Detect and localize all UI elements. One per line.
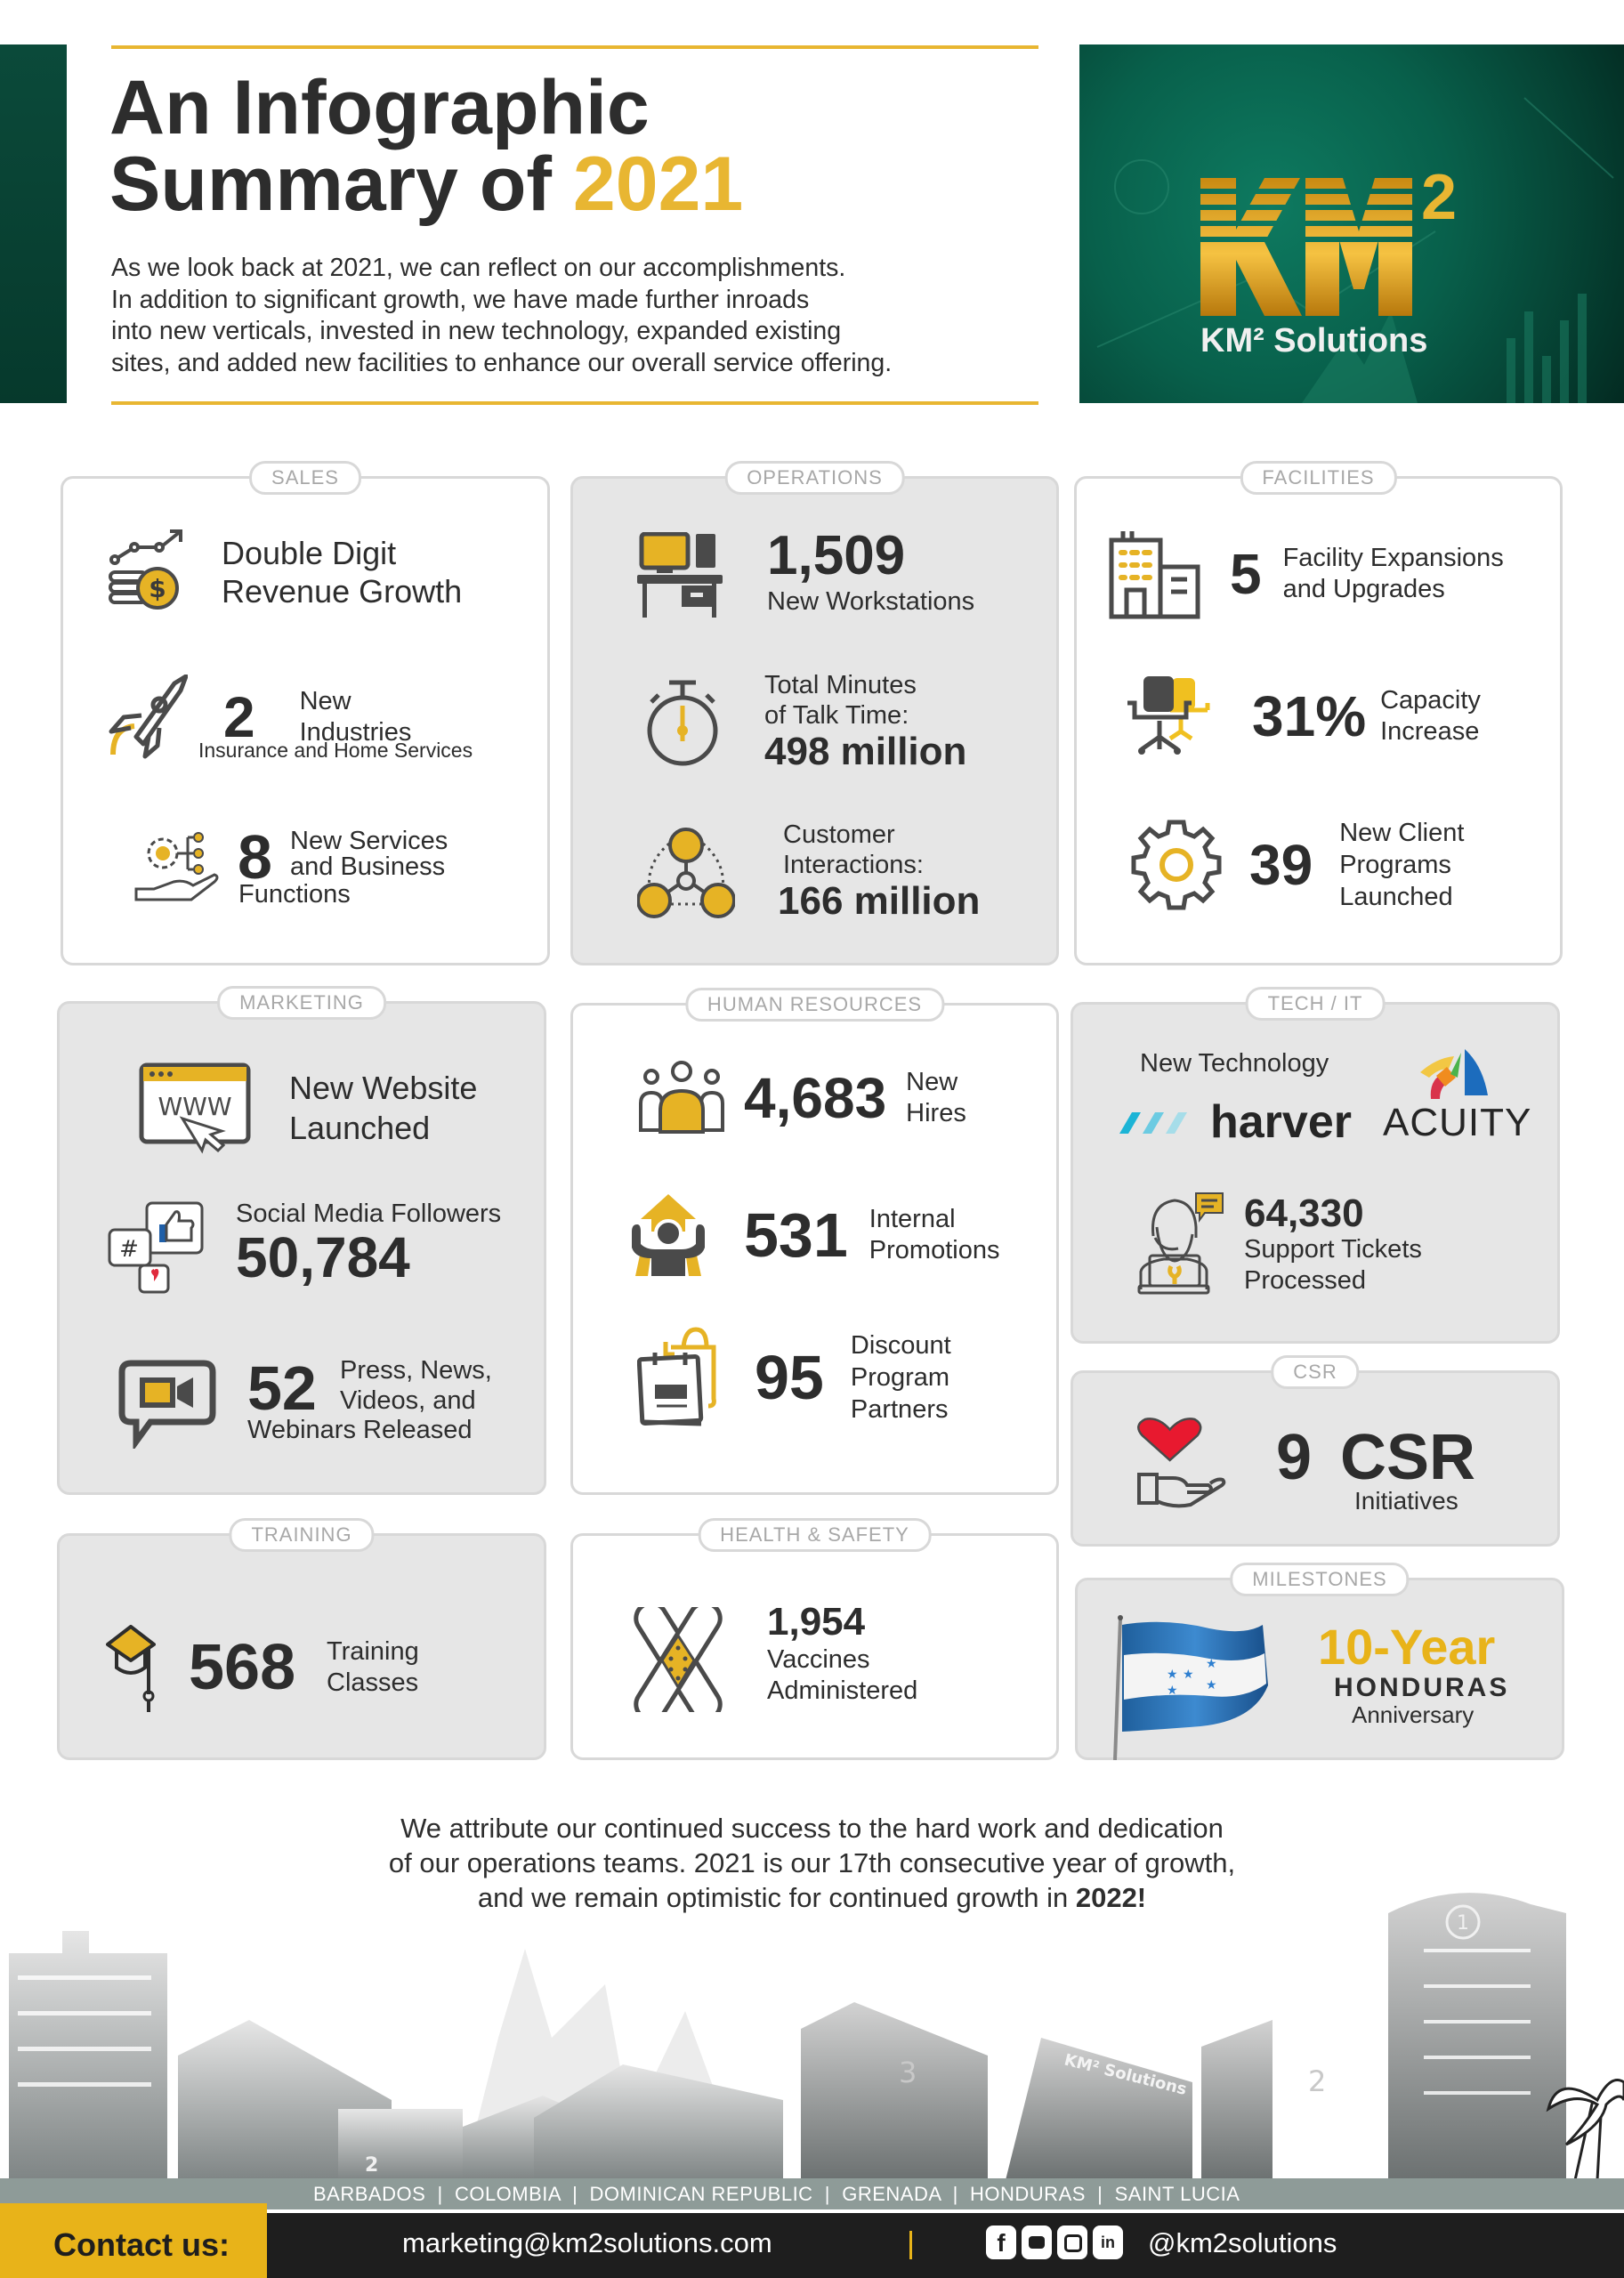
csr-sub: Initiatives — [1354, 1487, 1458, 1515]
interactions-text — [783, 820, 924, 880]
marketing-card — [57, 991, 546, 1495]
building-icon — [1109, 528, 1201, 620]
team-icon — [637, 1061, 726, 1135]
support-agent-icon — [1137, 1192, 1226, 1298]
talk-time-text — [764, 670, 917, 731]
discount-calendar-icon — [637, 1326, 723, 1429]
capacity-value: 31% — [1252, 684, 1367, 748]
marketing-item-social — [108, 1201, 206, 1305]
training-value: 568 — [189, 1632, 296, 1703]
skyline-illustration — [0, 1878, 1624, 2180]
buildings-right — [801, 1893, 1566, 2180]
logo-panel — [1079, 44, 1624, 403]
discount-text: Discount — [850, 1331, 951, 1360]
youtube-icon[interactable] — [1022, 2225, 1052, 2259]
tech-heading: New Technology — [1140, 1049, 1329, 1078]
title-line-2-text: Summary of — [109, 141, 573, 227]
milestones-card — [1075, 1568, 1564, 1760]
logo-superscript: 2 — [1421, 162, 1458, 233]
km-logo-mark-icon — [1200, 178, 1414, 320]
press-value: 52 — [247, 1353, 317, 1423]
services-text-line: New Services — [290, 827, 448, 855]
closing-statement — [0, 1811, 1624, 1915]
building-number: 3 — [899, 2056, 917, 2089]
promotions-value: 531 — [744, 1200, 848, 1270]
facilities-card — [1074, 466, 1563, 965]
header-top-divider — [111, 45, 1038, 49]
facilities-item-programs — [1130, 817, 1464, 913]
building-sign: KM² Solutions — [1062, 2050, 1189, 2099]
intro-line: As we look back at 2021, we can reflect on our accomplishments. — [111, 254, 846, 282]
tech-section-label: TECH / IT — [1246, 987, 1386, 1021]
page-title — [109, 65, 744, 227]
sales-card — [61, 466, 550, 965]
facilities-item-capacity — [1126, 676, 1481, 756]
interactions-line: Interactions: — [783, 851, 924, 879]
training-section-label: TRAINING — [229, 1518, 374, 1552]
talk-time-value: 498 million — [764, 730, 967, 773]
services-text — [290, 828, 448, 880]
promotions-text: Promotions — [869, 1236, 1000, 1264]
vaccines-text — [767, 1644, 917, 1707]
svg-text:★: ★ — [1167, 1668, 1178, 1682]
vaccines-text-line: Vaccines — [767, 1645, 870, 1674]
contact-email-link[interactable]: marketing@km2solutions.com — [402, 2227, 772, 2258]
interactions-line: Customer — [783, 820, 895, 849]
capacity-text: Increase — [1380, 717, 1480, 746]
intro-line: into new verticals, invested in new technology, expanded existing — [111, 317, 842, 345]
country-item: SAINT LUCIA — [1114, 2183, 1240, 2205]
tickets-text-line: Processed — [1244, 1266, 1367, 1295]
header-bottom-divider — [111, 401, 1038, 405]
press-text-line: Press, News, — [340, 1356, 492, 1385]
csr-title: CSR — [1340, 1422, 1476, 1493]
harver-logo-icon — [1119, 1107, 1191, 1137]
csr-value: 9 — [1276, 1422, 1313, 1493]
industries-value: 2 — [223, 684, 255, 749]
hr-item-discount — [637, 1326, 951, 1429]
sales-item-revenue — [108, 528, 462, 617]
programs-text: New Client — [1339, 819, 1465, 847]
hr-card — [570, 993, 1059, 1495]
operations-card — [570, 466, 1059, 965]
contact-label: Contact us: — [53, 2226, 230, 2263]
video-chat-icon — [118, 1360, 216, 1449]
interactions-value: 166 million — [778, 879, 981, 923]
revenue-growth-icon — [108, 528, 188, 617]
heart-hand-icon — [1137, 1412, 1230, 1512]
header-green-strip — [0, 44, 67, 403]
linkedin-icon[interactable]: in — [1093, 2225, 1123, 2259]
discount-text: Partners — [850, 1395, 949, 1424]
services-text-line: and Business — [290, 852, 446, 881]
honduras-flag-icon — [1111, 1614, 1289, 1760]
milestone-highlight: 10-Year — [1318, 1619, 1496, 1675]
office-chairs-icon — [1126, 676, 1215, 756]
tickets-value: 64,330 — [1244, 1192, 1364, 1235]
km2-logo — [1200, 162, 1458, 359]
marketing-item-website — [138, 1062, 477, 1154]
marketing-item-press — [118, 1360, 216, 1449]
contact-divider — [909, 2231, 912, 2259]
country-item: DOMINICAN REPUBLIC — [589, 2183, 813, 2205]
press-text — [340, 1355, 492, 1416]
tech-card — [1071, 992, 1560, 1344]
closing-line: We attribute our continued success to the hard work and dedication — [400, 1813, 1224, 1844]
industries-sub: Insurance and Home Services — [198, 739, 473, 762]
revenue-text: Double Digit — [222, 535, 397, 571]
hr-section-label: HUMAN RESOURCES — [685, 988, 944, 1022]
acuity-logo-text: ACUITY — [1383, 1101, 1532, 1144]
milestones-section-label: MILESTONES — [1230, 1563, 1409, 1596]
vaccines-text-line: Administered — [767, 1676, 918, 1705]
network-people-icon — [637, 828, 735, 918]
title-line-1: An Infographic — [109, 65, 650, 150]
social-text: Social Media Followers — [236, 1200, 502, 1228]
training-text — [327, 1636, 419, 1699]
revenue-text: Revenue Growth — [222, 573, 463, 610]
intro-paragraph — [111, 253, 1054, 379]
sales-section-label: SALES — [249, 461, 361, 495]
milestone-sub: Anniversary — [1352, 1701, 1475, 1728]
services-text-line: Functions — [238, 880, 351, 909]
operations-section-label: OPERATIONS — [724, 461, 905, 495]
press-text-line: Videos, and — [340, 1386, 476, 1415]
contact-label-block — [0, 2203, 267, 2278]
country-item: BARBADOS — [313, 2183, 426, 2205]
workstations-value: 1,509 — [767, 525, 906, 586]
marketing-section-label: MARKETING — [217, 986, 386, 1020]
logo-company-name: KM² Solutions — [1200, 322, 1428, 359]
graduation-cap-icon — [106, 1625, 156, 1714]
discount-text: Program — [850, 1363, 950, 1392]
csr-card — [1071, 1361, 1560, 1547]
programs-value: 39 — [1249, 833, 1313, 897]
website-text: Launched — [289, 1110, 431, 1146]
promotion-icon — [628, 1192, 708, 1278]
gear-icon — [1130, 819, 1223, 911]
ops-item-interactions — [637, 828, 735, 918]
svg-text:★: ★ — [1183, 1668, 1194, 1682]
hr-item-hires — [637, 1061, 966, 1135]
milestone-country: HONDURAS — [1334, 1673, 1510, 1702]
discount-value: 95 — [755, 1343, 824, 1412]
press-text-line: Webinars Released — [247, 1416, 473, 1444]
website-icon-text: WWW — [158, 1092, 232, 1121]
building-number: 2 — [365, 2154, 379, 2177]
building-number: 1 — [1457, 1912, 1469, 1935]
health-card — [570, 1523, 1059, 1760]
harver-logo-text: harver — [1210, 1096, 1352, 1148]
facebook-icon[interactable]: f — [986, 2225, 1016, 2259]
hires-text: New — [906, 1068, 958, 1096]
health-section-label: HEALTH & SAFETY — [698, 1518, 932, 1552]
countries-list: BARBADOS | COLOMBIA | DOMINICAN REPUBLIC | GRENADA | HONDURAS | SAINT LUCIA — [313, 2183, 1240, 2205]
talk-time-line: of Talk Time: — [764, 701, 909, 730]
bandage-icon — [628, 1607, 728, 1712]
ops-item-talk-time — [642, 679, 723, 768]
facilities-section-label: FACILITIES — [1240, 461, 1396, 495]
country-item: GRENADA — [842, 2183, 941, 2205]
harver-logo — [1119, 1097, 1352, 1147]
hr-item-promotions — [628, 1192, 999, 1278]
expansions-text: and Upgrades — [1282, 575, 1445, 603]
website-icon — [138, 1062, 254, 1154]
stopwatch-icon — [642, 679, 723, 768]
title-line-2 — [109, 141, 744, 227]
instagram-icon[interactable] — [1057, 2225, 1087, 2259]
intro-line: sites, and added new facilities to enhance our overall service offering. — [111, 348, 893, 377]
social-media-icon — [108, 1201, 206, 1305]
facilities-item-expansions — [1109, 528, 1504, 620]
training-text-line: Classes — [327, 1668, 419, 1697]
closing-line — [0, 1880, 1624, 1915]
svg-text:★: ★ — [1206, 1678, 1217, 1692]
expansions-text: Facility Expansions — [1282, 544, 1504, 572]
ops-item-workstations — [637, 532, 726, 621]
talk-time-line: Total Minutes — [764, 671, 917, 699]
training-card — [57, 1523, 546, 1760]
social-handle-link[interactable]: @km2solutions — [1148, 2227, 1337, 2258]
social-icons — [986, 2225, 1123, 2259]
country-item: HONDURAS — [970, 2183, 1086, 2205]
country-item: COLOMBIA — [454, 2183, 561, 2205]
hires-value: 4,683 — [744, 1066, 887, 1130]
rocket-icon — [108, 675, 188, 759]
programs-text: Programs — [1339, 851, 1451, 879]
building-number: 2 — [1308, 2064, 1327, 2098]
social-value: 50,784 — [236, 1225, 410, 1289]
sales-item-services — [134, 830, 220, 910]
svg-text:$: $ — [149, 574, 166, 603]
expansions-value: 5 — [1230, 542, 1262, 606]
acuity-logo-icon — [1411, 1047, 1509, 1101]
website-text: New Website — [289, 1070, 478, 1106]
workstations-text: New Workstations — [767, 587, 975, 616]
intro-line: In addition to significant growth, we have made further inroads — [111, 285, 810, 314]
hires-text: Hires — [906, 1099, 966, 1127]
vaccines-value: 1,954 — [767, 1600, 866, 1644]
tickets-text — [1244, 1234, 1422, 1297]
closing-line: of our operations teams. 2021 is our 17th consecutive year of growth, — [388, 1847, 1236, 1878]
industries-text: New — [299, 686, 351, 715]
training-text-line: Training — [327, 1637, 419, 1666]
svg-text:★: ★ — [1206, 1657, 1217, 1671]
capacity-text: Capacity — [1380, 686, 1481, 715]
tickets-text-line: Support Tickets — [1244, 1235, 1422, 1264]
closing-line-3-text: and we remain optimistic for continued growth in — [477, 1882, 1076, 1913]
industries-text: Industries — [299, 717, 412, 747]
promotions-text: Internal — [869, 1205, 956, 1233]
workstation-icon — [637, 532, 726, 621]
svg-text:★: ★ — [1167, 1684, 1178, 1698]
csr-section-label: CSR — [1271, 1355, 1359, 1389]
programs-text: Launched — [1339, 883, 1453, 911]
contact-bar — [267, 2213, 1624, 2278]
hashtag-icon-text: # — [119, 1236, 139, 1263]
services-hand-icon — [134, 830, 220, 910]
closing-year: 2022! — [1075, 1882, 1147, 1913]
services-value: 8 — [238, 822, 272, 892]
title-year: 2021 — [572, 141, 744, 227]
